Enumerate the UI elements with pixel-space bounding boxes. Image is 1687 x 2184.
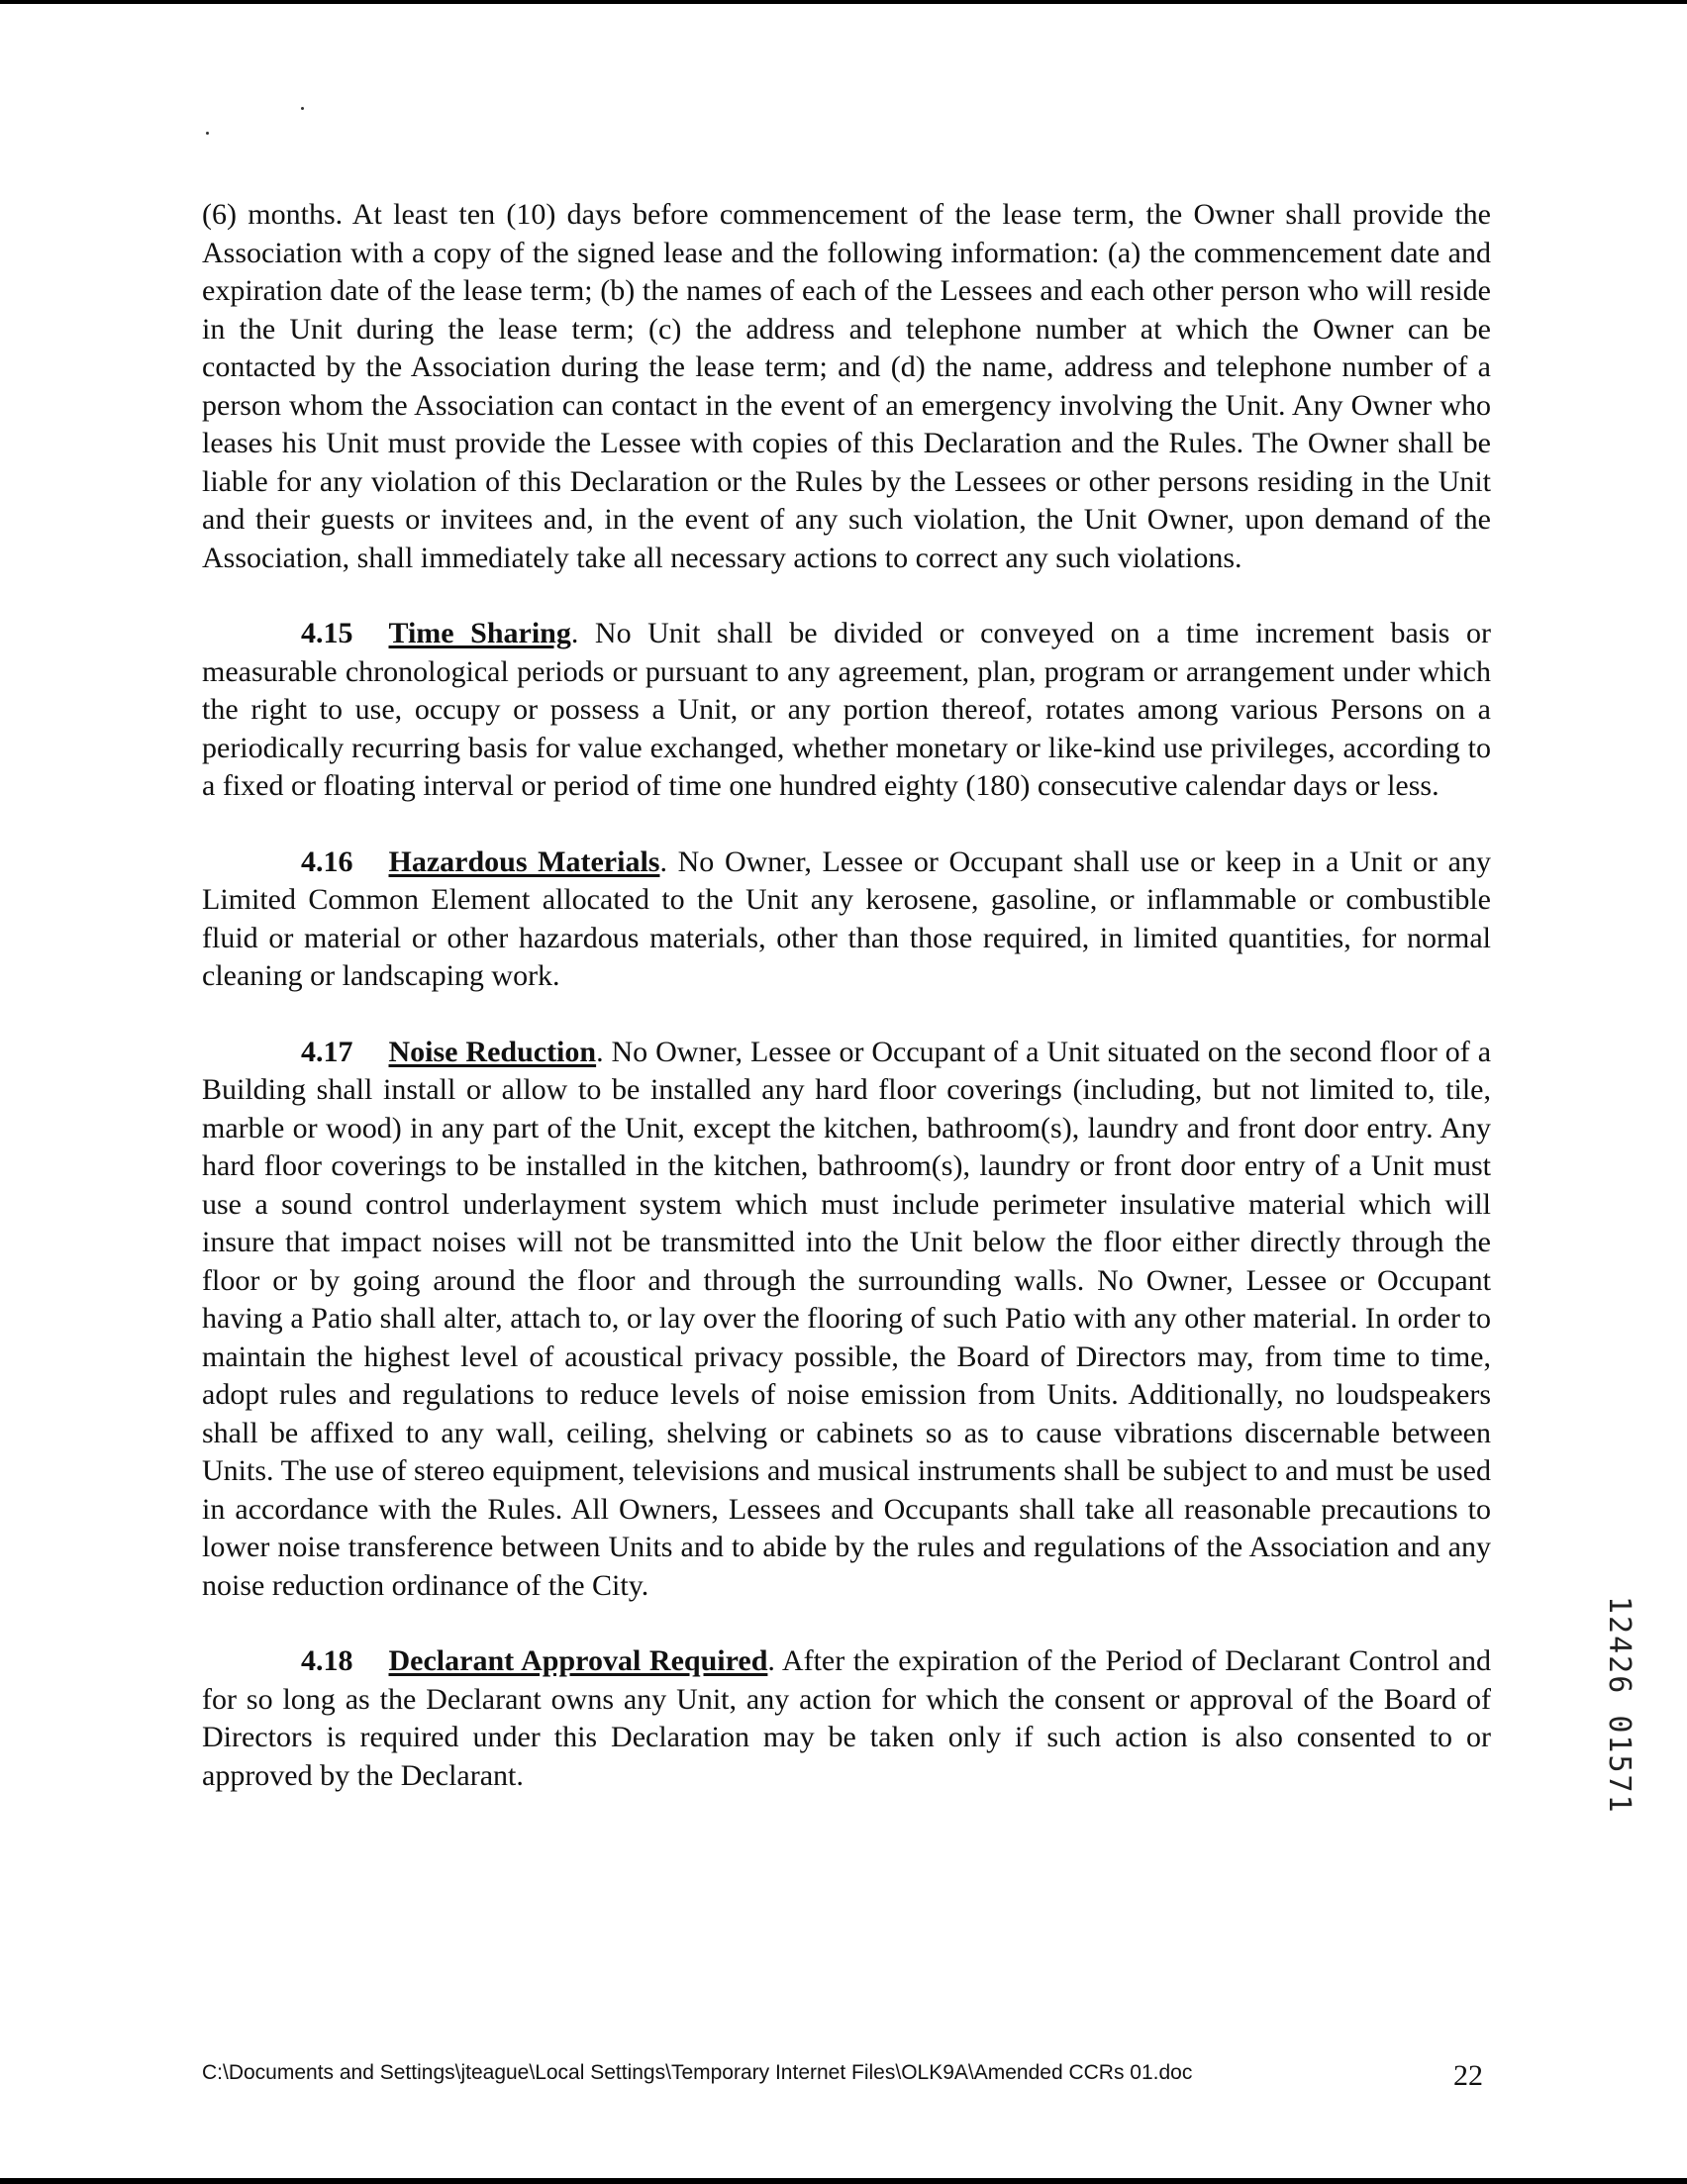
section-title: Hazardous Materials bbox=[388, 844, 660, 878]
page-top-edge bbox=[0, 0, 1687, 4]
section-text: . No Unit shall be divided or conveyed on a time increment basis or measurable chronological periods or pursuant to any agreement, plan, program or arrangement under which the right to use, occupy or possess a Unit, or any portion thereof, rotates among various Persons on a periodically recurring basis for value exchanged, whether monetary or like-kind use privileges, according to a fixed or floating interval or period of time one hundred eighty (180) consecutive calendar days or less. bbox=[202, 617, 1492, 802]
footer-file-path: C:\Documents and Settings\jteague\Local Settings\Temporary Internet Files\OLK9A\Amended CCRs 01.doc bbox=[202, 2061, 1193, 2084]
scan-speck bbox=[301, 107, 304, 110]
section-number: 4.15 bbox=[301, 617, 353, 649]
intro-paragraph: (6) months. At least ten (10) days before commencement of the lease term, the Owner shall provide the Association with a copy of the signed lease and the following information: (a) the commencement date and expiration date of the lease term; (b) the names of each of the Lessees and each other person who will reside in the Unit during the lease term; (c) the address and telephone number at which the Owner can be contacted by the Association during the lease term; and (d) the name, address and telephone number of a person whom the Association can contact in the event of an emergency involving the Unit. Any Owner who leases his Unit must provide the Lessee with copies of this Declaration and the Rules. The Owner shall be liable for any violation of this Declaration or the Rules by the Lessees or other persons residing in the Unit and their guests or invitees and, in the event of any such violation, the Unit Owner, upon demand of the Association, shall immediately take all necessary actions to correct any such violations. bbox=[202, 198, 1491, 574]
page-bottom-edge bbox=[0, 2178, 1687, 2184]
section-number: 4.16 bbox=[301, 844, 353, 878]
section-text: . No Owner, Lessee or Occupant of a Unit situated on the second floor of a Building shall install or allow to be installed any hard floor coverings (including, but not limited to, tile, marble or wood) in any part of the Unit, except the kitchen, bathroom(s), laundry and front door entry. Any hard floor coverings to be installed in the kitchen, bathroom(s), laundry or front door entry of a Unit must use a sound control underlayment system which must include perimeter insulative material which will insure that impact noises will not be transmitted into the Unit below the floor either directly through the floor or by going around the floor and through the surrounding walls. No Owner, Lessee or Occupant having a Patio shall alter, attach to, or lay over the flooring of such Patio with any other material. In order to maintain the highest level of acoustical privacy possible, the Board of Directors may, from time to time, adopt rules and regulations to reduce levels of noise emission from Units. Additionally, no loudspeakers shall be affixed to any wall, ceiling, shelving or cabinets so as to cause vibrations discernable between Units. The use of stereo equipment, televisions and musical instruments shall be subject to and must be used in accordance with the Rules. All Owners, Lessees and Occupants shall take all reasonable precautions to lower noise transference between Units and to abide by the rules and regulations of the Association and any noise reduction ordinance of the City. bbox=[202, 1035, 1492, 1602]
section-number: 4.17 bbox=[301, 1035, 353, 1068]
scan-speck bbox=[206, 132, 209, 135]
section-4-17 bbox=[202, 1034, 1491, 1606]
section-4-16 bbox=[202, 844, 1491, 996]
section-title: Time Sharing bbox=[388, 617, 571, 649]
section-number: 4.18 bbox=[301, 1644, 353, 1677]
section-4-15 bbox=[202, 615, 1491, 806]
section-title: Declarant Approval Required bbox=[388, 1644, 768, 1677]
recording-stamp: 12426 01571 bbox=[1602, 1596, 1637, 1815]
section-text: . No Owner, Lessee or Occupant shall use or keep in a Unit or any Limited Common Element allocated to the Unit any kerosene, gasoline, or inflammable or combustible fluid or material or other hazardous materials, other than those required, in limited quantities, for normal cleaning or landscaping work. bbox=[202, 844, 1491, 992]
section-4-18 bbox=[202, 1642, 1491, 1795]
section-title: Noise Reduction bbox=[388, 1035, 597, 1068]
section-text: . After the expiration of the Period of Declarant Control and for so long as the Declarant owns any Unit, any action for which the consent or approval of the Board of Directors is required under this Declaration may be taken only if such action is also consented to or approved by the Declarant. bbox=[202, 1644, 1491, 1792]
page-number: 22 bbox=[1453, 2059, 1483, 2092]
document-body bbox=[202, 196, 1491, 1833]
